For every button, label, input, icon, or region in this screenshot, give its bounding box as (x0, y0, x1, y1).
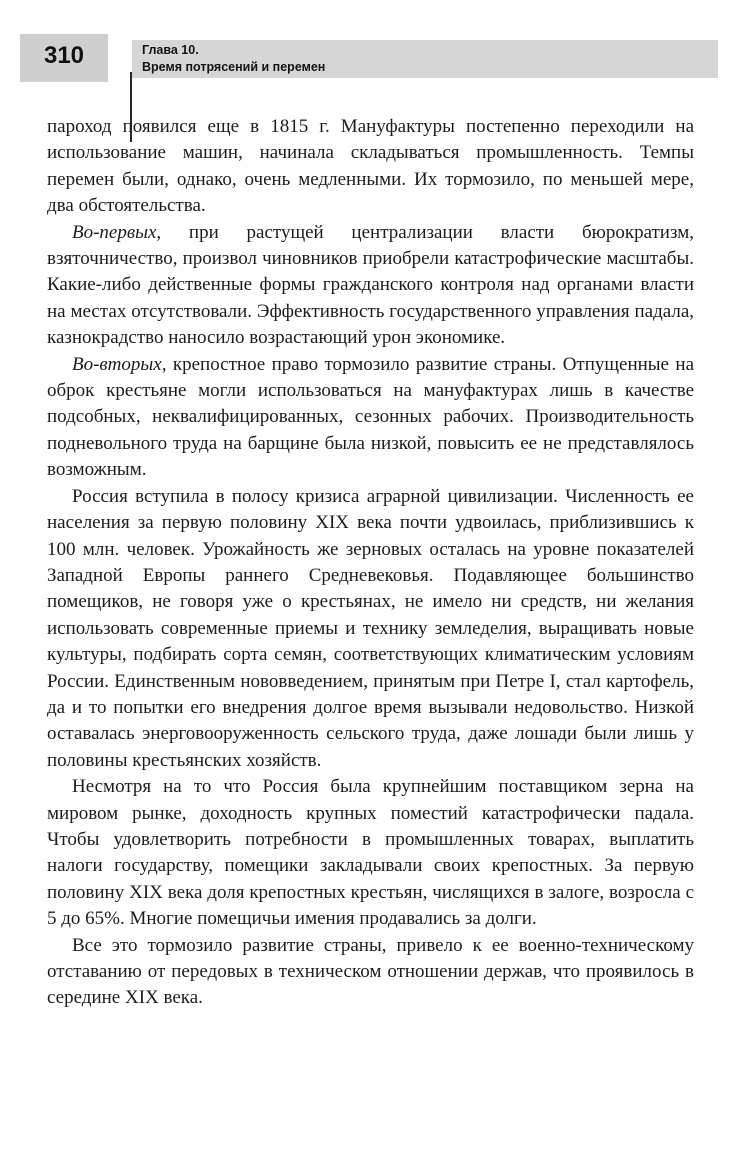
paragraph-text: Все это тормозило развитие страны, привело к ее военно-техническому отставанию от передовых в техническом отношении держав, что проявилось в середине XIX века. (47, 934, 694, 1009)
paragraph-6 (47, 933, 694, 1012)
paragraph-3 (47, 352, 694, 484)
paragraph-text: Несмотря на то что Россия была крупнейшим поставщиком зерна на мировом рынке, доходность крупных поместий катастрофически падала. Чтобы удовлетворить потребности в промышленных товарах, выплатить налоги государству, помещики закладывали своих крепостных. За первую половину XIX века доля крепостных крестьян, числящихся в залоге, возросла с 5 до 65%. Многие помещичьи имения продавались за долги. (47, 776, 694, 930)
chapter-title: Время потрясений и перемен (142, 60, 326, 74)
paragraph-lead: Во-вторых, (72, 353, 167, 375)
paragraph-text: Россия вступила в полосу кризиса аграрной цивилизации. Численность ее населения за первую половину XIX века почти удвоилась, приблизившись к 100 млн. человек. Урожайность же зерновых осталась на уровне показателей Западной Европы раннего Средневековья. Подавляющее большинство помещиков, не говоря уже о крестьянах, не имело ни средств, ни желания использовать современные приемы и технику земледелия, выращивать новые культуры, подбирать сорта семян, соответствующих климатическим условиям России. Единственным нововведением, принятым при Петре I, стал картофель, да и то попытки его внедрения долгое время вызывали недовольство. Низкой оставалась энерговооруженность сельского труда, даже лошади были лишь у половины крестьянских хозяйств. (47, 485, 694, 771)
paragraph-text: при растущей централизации власти бюрократизм, взяточничество, произвол чиновников приобрели катастрофические масштабы. Какие-либо действенные формы гражданского контроля над органами власти на местах отсутствовали. Эффективность государственного управления падала, казнокрадство наносило возрастающий урон экономике. (47, 221, 694, 349)
chapter-label: Глава 10. (142, 43, 199, 57)
chapter-heading (142, 42, 325, 76)
page-number-box (20, 34, 108, 82)
paragraph-1 (47, 114, 694, 220)
paragraph-5 (47, 774, 694, 932)
paragraph-text: пароход появился еще в 1815 г. Мануфактуры постепенно переходили на использование машин, начинала складываться промышленность. Темпы перемен были, однако, очень медленными. Их тормозило, по меньшей мере, два обстоятельства. (47, 116, 694, 217)
paragraph-4 (47, 484, 694, 774)
paragraph-2 (47, 220, 694, 352)
running-header (20, 34, 718, 82)
page-body (47, 114, 694, 1012)
chapter-band (132, 40, 718, 78)
paragraph-lead: Во-первых, (72, 221, 162, 243)
page-number: 310 (43, 42, 85, 69)
paragraph-text: крепостное право тормозило развитие страны. Отпущенные на оброк крестьяне могли использоваться на мануфактурах лишь в качестве подсобных, неквалифицированных, сезонных рабочих. Производительность подневольного труда на барщине была низкой, повысить ее не представлялось возможным. (47, 353, 694, 481)
